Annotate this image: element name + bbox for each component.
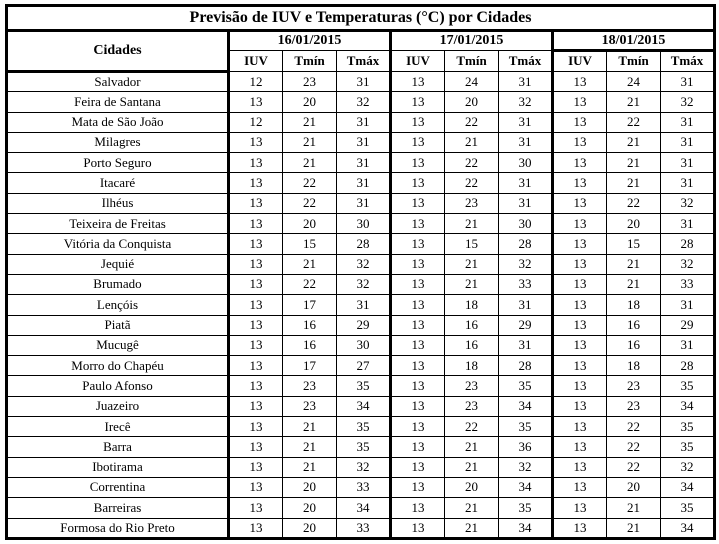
value-cell: 20	[445, 477, 499, 497]
city-cell: Salvador	[7, 72, 229, 92]
value-cell: 13	[553, 457, 607, 477]
subheader-tmin-2: Tmín	[445, 51, 499, 72]
value-cell: 22	[283, 193, 337, 213]
value-cell: 31	[499, 72, 553, 92]
value-cell: 21	[445, 518, 499, 538]
value-cell: 13	[553, 72, 607, 92]
value-cell: 34	[499, 518, 553, 538]
value-cell: 30	[337, 335, 391, 355]
value-cell: 13	[391, 173, 445, 193]
table-row	[7, 193, 715, 213]
value-cell: 30	[499, 214, 553, 234]
table-row	[7, 295, 715, 315]
value-cell: 13	[553, 437, 607, 457]
value-cell: 21	[283, 132, 337, 152]
value-cell: 18	[445, 356, 499, 376]
value-cell: 21	[445, 214, 499, 234]
value-cell: 17	[283, 356, 337, 376]
value-cell: 13	[553, 498, 607, 518]
subheader-tmax-3: Tmáx	[661, 51, 715, 72]
value-cell: 28	[661, 234, 715, 254]
value-cell: 13	[229, 498, 283, 518]
value-cell: 32	[661, 457, 715, 477]
value-cell: 13	[229, 396, 283, 416]
table-body	[7, 72, 715, 539]
value-cell: 31	[661, 112, 715, 132]
value-cell: 31	[661, 295, 715, 315]
value-cell: 31	[661, 153, 715, 173]
table-row	[7, 72, 715, 92]
value-cell: 13	[391, 295, 445, 315]
value-cell: 22	[607, 417, 661, 437]
value-cell: 13	[553, 274, 607, 294]
table-row	[7, 396, 715, 416]
city-cell: Paulo Afonso	[7, 376, 229, 396]
value-cell: 21	[607, 518, 661, 538]
value-cell: 13	[553, 254, 607, 274]
table-row	[7, 498, 715, 518]
value-cell: 18	[607, 356, 661, 376]
value-cell: 13	[229, 477, 283, 497]
value-cell: 13	[229, 356, 283, 376]
subheader-tmax-1: Tmáx	[337, 51, 391, 72]
value-cell: 13	[553, 335, 607, 355]
value-cell: 35	[661, 437, 715, 457]
value-cell: 32	[661, 193, 715, 213]
city-column-header: Cidades	[7, 31, 229, 72]
value-cell: 32	[661, 92, 715, 112]
value-cell: 20	[283, 498, 337, 518]
city-cell: Teixeira de Freitas	[7, 214, 229, 234]
value-cell: 13	[391, 437, 445, 457]
city-cell: Porto Seguro	[7, 153, 229, 173]
value-cell: 33	[337, 477, 391, 497]
value-cell: 32	[337, 92, 391, 112]
value-cell: 21	[607, 92, 661, 112]
value-cell: 20	[283, 477, 337, 497]
value-cell: 20	[607, 214, 661, 234]
value-cell: 28	[661, 356, 715, 376]
city-cell: Lençóis	[7, 295, 229, 315]
value-cell: 35	[499, 417, 553, 437]
value-cell: 22	[445, 173, 499, 193]
value-cell: 13	[229, 437, 283, 457]
value-cell: 13	[229, 335, 283, 355]
value-cell: 13	[391, 356, 445, 376]
value-cell: 31	[337, 132, 391, 152]
value-cell: 13	[391, 274, 445, 294]
value-cell: 13	[391, 376, 445, 396]
value-cell: 18	[607, 295, 661, 315]
value-cell: 13	[229, 417, 283, 437]
value-cell: 33	[661, 274, 715, 294]
value-cell: 35	[661, 376, 715, 396]
value-cell: 21	[445, 457, 499, 477]
table-title: Previsão de IUV e Temperaturas (°C) por Cidades	[7, 6, 715, 31]
subheader-tmax-2: Tmáx	[499, 51, 553, 72]
value-cell: 32	[337, 457, 391, 477]
value-cell: 31	[499, 193, 553, 213]
value-cell: 13	[553, 132, 607, 152]
table-row	[7, 356, 715, 376]
value-cell: 23	[445, 376, 499, 396]
city-cell: Irecê	[7, 417, 229, 437]
value-cell: 21	[283, 112, 337, 132]
table-row	[7, 112, 715, 132]
city-cell: Itacaré	[7, 173, 229, 193]
value-cell: 13	[391, 72, 445, 92]
value-cell: 31	[337, 173, 391, 193]
value-cell: 12	[229, 72, 283, 92]
value-cell: 16	[283, 315, 337, 335]
table-row	[7, 132, 715, 152]
table-row	[7, 153, 715, 173]
value-cell: 31	[337, 153, 391, 173]
city-cell: Ilhéus	[7, 193, 229, 213]
value-cell: 13	[553, 417, 607, 437]
value-cell: 12	[229, 112, 283, 132]
value-cell: 20	[445, 92, 499, 112]
value-cell: 32	[499, 92, 553, 112]
value-cell: 31	[337, 112, 391, 132]
value-cell: 21	[607, 173, 661, 193]
value-cell: 13	[229, 315, 283, 335]
value-cell: 35	[661, 498, 715, 518]
value-cell: 22	[283, 274, 337, 294]
value-cell: 31	[337, 72, 391, 92]
date-header-2: 17/01/2015	[391, 31, 553, 51]
value-cell: 32	[661, 254, 715, 274]
value-cell: 15	[283, 234, 337, 254]
table-row	[7, 376, 715, 396]
value-cell: 31	[499, 335, 553, 355]
value-cell: 34	[661, 396, 715, 416]
title-row	[7, 6, 715, 31]
value-cell: 13	[229, 173, 283, 193]
table-row	[7, 518, 715, 538]
subheader-iuv-1: IUV	[229, 51, 283, 72]
value-cell: 31	[661, 214, 715, 234]
city-cell: Morro do Chapéu	[7, 356, 229, 376]
value-cell: 13	[391, 153, 445, 173]
city-cell: Mucugê	[7, 335, 229, 355]
value-cell: 21	[445, 437, 499, 457]
value-cell: 24	[445, 72, 499, 92]
value-cell: 16	[445, 335, 499, 355]
value-cell: 35	[499, 376, 553, 396]
value-cell: 21	[607, 153, 661, 173]
table-row	[7, 234, 715, 254]
value-cell: 34	[499, 396, 553, 416]
value-cell: 31	[499, 132, 553, 152]
value-cell: 13	[391, 254, 445, 274]
value-cell: 13	[553, 214, 607, 234]
value-cell: 21	[445, 498, 499, 518]
value-cell: 29	[499, 315, 553, 335]
table-row	[7, 457, 715, 477]
value-cell: 13	[229, 457, 283, 477]
value-cell: 13	[391, 396, 445, 416]
value-cell: 33	[499, 274, 553, 294]
value-cell: 21	[607, 498, 661, 518]
value-cell: 35	[499, 498, 553, 518]
value-cell: 24	[607, 72, 661, 92]
date-header-row	[7, 31, 715, 51]
value-cell: 13	[391, 234, 445, 254]
value-cell: 23	[283, 72, 337, 92]
value-cell: 34	[661, 518, 715, 538]
value-cell: 21	[607, 254, 661, 274]
value-cell: 22	[445, 417, 499, 437]
city-cell: Barra	[7, 437, 229, 457]
table-row	[7, 437, 715, 457]
value-cell: 13	[229, 376, 283, 396]
value-cell: 31	[661, 335, 715, 355]
city-cell: Juazeiro	[7, 396, 229, 416]
value-cell: 13	[391, 112, 445, 132]
value-cell: 15	[445, 234, 499, 254]
value-cell: 13	[229, 295, 283, 315]
value-cell: 13	[391, 518, 445, 538]
value-cell: 28	[337, 234, 391, 254]
value-cell: 21	[283, 153, 337, 173]
value-cell: 13	[391, 92, 445, 112]
value-cell: 13	[229, 234, 283, 254]
value-cell: 31	[499, 112, 553, 132]
value-cell: 22	[445, 153, 499, 173]
subheader-iuv-2: IUV	[391, 51, 445, 72]
value-cell: 13	[391, 457, 445, 477]
value-cell: 13	[553, 518, 607, 538]
value-cell: 34	[499, 477, 553, 497]
city-cell: Correntina	[7, 477, 229, 497]
city-cell: Feira de Santana	[7, 92, 229, 112]
value-cell: 22	[607, 437, 661, 457]
value-cell: 13	[553, 396, 607, 416]
value-cell: 35	[661, 417, 715, 437]
value-cell: 13	[391, 498, 445, 518]
value-cell: 13	[391, 417, 445, 437]
value-cell: 22	[607, 193, 661, 213]
value-cell: 13	[553, 234, 607, 254]
table-row	[7, 92, 715, 112]
table-row	[7, 315, 715, 335]
value-cell: 13	[553, 112, 607, 132]
value-cell: 13	[553, 376, 607, 396]
value-cell: 21	[283, 417, 337, 437]
value-cell: 23	[607, 396, 661, 416]
value-cell: 31	[661, 132, 715, 152]
value-cell: 13	[229, 254, 283, 274]
value-cell: 21	[283, 254, 337, 274]
value-cell: 21	[607, 132, 661, 152]
value-cell: 13	[391, 315, 445, 335]
value-cell: 16	[283, 335, 337, 355]
value-cell: 21	[283, 457, 337, 477]
value-cell: 31	[499, 295, 553, 315]
value-cell: 21	[445, 132, 499, 152]
table-row	[7, 214, 715, 234]
value-cell: 34	[337, 396, 391, 416]
value-cell: 13	[553, 193, 607, 213]
value-cell: 21	[283, 437, 337, 457]
value-cell: 35	[337, 376, 391, 396]
value-cell: 33	[337, 518, 391, 538]
table-row	[7, 274, 715, 294]
value-cell: 13	[229, 153, 283, 173]
value-cell: 16	[607, 335, 661, 355]
value-cell: 35	[337, 437, 391, 457]
value-cell: 29	[337, 315, 391, 335]
value-cell: 34	[337, 498, 391, 518]
value-cell: 27	[337, 356, 391, 376]
value-cell: 22	[607, 457, 661, 477]
value-cell: 13	[229, 214, 283, 234]
value-cell: 23	[283, 396, 337, 416]
value-cell: 13	[553, 153, 607, 173]
value-cell: 32	[337, 274, 391, 294]
value-cell: 23	[445, 396, 499, 416]
city-cell: Piatã	[7, 315, 229, 335]
subheader-iuv-3: IUV	[553, 51, 607, 72]
value-cell: 31	[661, 72, 715, 92]
value-cell: 21	[445, 254, 499, 274]
city-cell: Milagres	[7, 132, 229, 152]
value-cell: 18	[445, 295, 499, 315]
value-cell: 13	[391, 477, 445, 497]
value-cell: 13	[391, 335, 445, 355]
value-cell: 32	[499, 254, 553, 274]
city-cell: Barreiras	[7, 498, 229, 518]
value-cell: 28	[499, 234, 553, 254]
value-cell: 20	[283, 518, 337, 538]
value-cell: 13	[391, 132, 445, 152]
forecast-table	[5, 4, 716, 540]
value-cell: 15	[607, 234, 661, 254]
value-cell: 16	[445, 315, 499, 335]
value-cell: 20	[283, 214, 337, 234]
value-cell: 22	[607, 112, 661, 132]
value-cell: 13	[553, 295, 607, 315]
date-header-3: 18/01/2015	[553, 31, 715, 51]
value-cell: 13	[553, 173, 607, 193]
city-cell: Jequié	[7, 254, 229, 274]
value-cell: 31	[661, 173, 715, 193]
value-cell: 20	[283, 92, 337, 112]
value-cell: 13	[229, 518, 283, 538]
city-cell: Mata de São João	[7, 112, 229, 132]
value-cell: 29	[661, 315, 715, 335]
subheader-tmin-1: Tmín	[283, 51, 337, 72]
value-cell: 13	[553, 315, 607, 335]
value-cell: 17	[283, 295, 337, 315]
value-cell: 32	[337, 254, 391, 274]
value-cell: 13	[391, 214, 445, 234]
value-cell: 13	[229, 193, 283, 213]
city-cell: Brumado	[7, 274, 229, 294]
value-cell: 22	[283, 173, 337, 193]
value-cell: 32	[499, 457, 553, 477]
value-cell: 31	[337, 193, 391, 213]
value-cell: 30	[499, 153, 553, 173]
table-row	[7, 173, 715, 193]
value-cell: 28	[499, 356, 553, 376]
value-cell: 13	[553, 477, 607, 497]
value-cell: 13	[553, 356, 607, 376]
value-cell: 35	[337, 417, 391, 437]
table-row	[7, 254, 715, 274]
value-cell: 13	[553, 92, 607, 112]
value-cell: 20	[607, 477, 661, 497]
value-cell: 23	[283, 376, 337, 396]
value-cell: 31	[499, 173, 553, 193]
value-cell: 36	[499, 437, 553, 457]
table-row	[7, 335, 715, 355]
table-row	[7, 477, 715, 497]
value-cell: 34	[661, 477, 715, 497]
value-cell: 23	[607, 376, 661, 396]
table-row	[7, 417, 715, 437]
value-cell: 13	[229, 132, 283, 152]
city-cell: Vitória da Conquista	[7, 234, 229, 254]
value-cell: 21	[445, 274, 499, 294]
value-cell: 22	[445, 112, 499, 132]
value-cell: 31	[337, 295, 391, 315]
value-cell: 23	[445, 193, 499, 213]
value-cell: 13	[229, 274, 283, 294]
city-cell: Ibotirama	[7, 457, 229, 477]
value-cell: 30	[337, 214, 391, 234]
subheader-tmin-3: Tmín	[607, 51, 661, 72]
value-cell: 13	[229, 92, 283, 112]
date-header-1: 16/01/2015	[229, 31, 391, 51]
value-cell: 21	[607, 274, 661, 294]
table-header	[7, 6, 715, 72]
city-cell: Formosa do Rio Preto	[7, 518, 229, 538]
value-cell: 16	[607, 315, 661, 335]
value-cell: 13	[391, 193, 445, 213]
